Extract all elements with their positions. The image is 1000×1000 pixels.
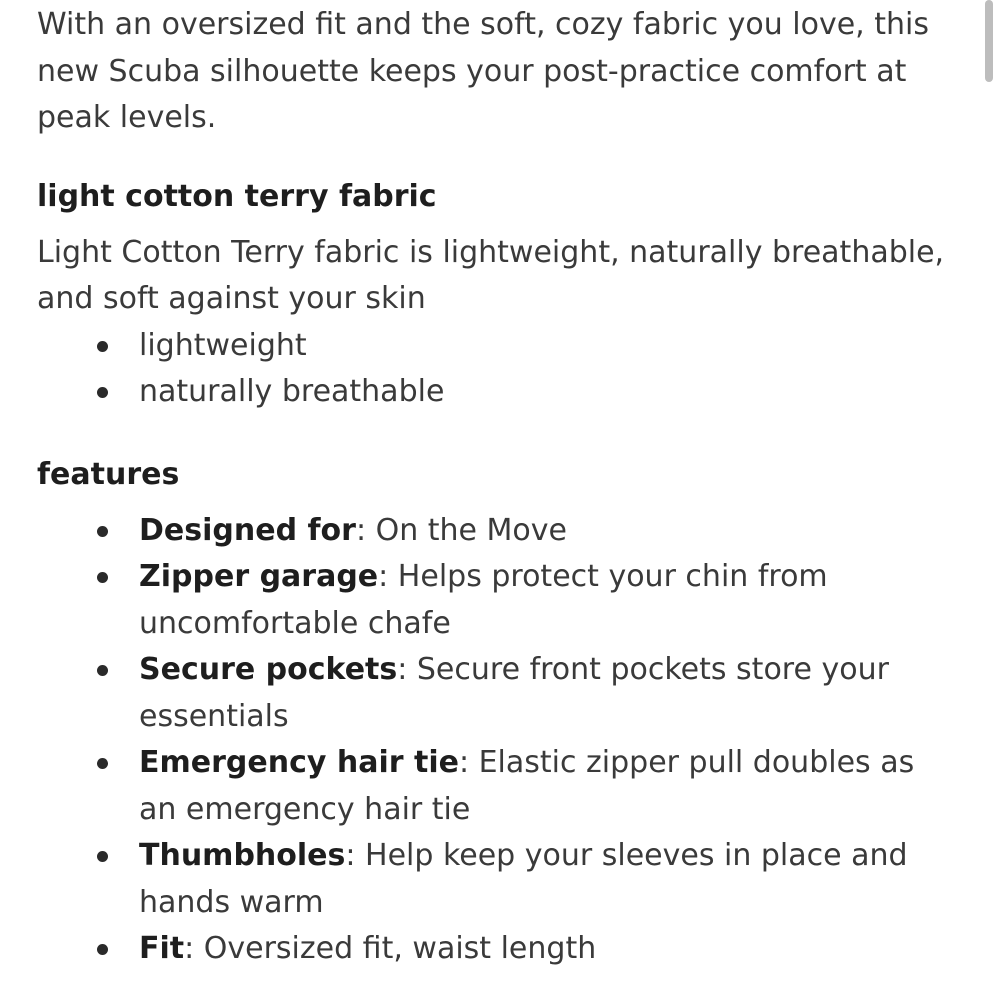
bullet-icon: [97, 665, 108, 676]
fabric-bullet-list: [37, 323, 957, 416]
feature-item-zipper-garage: [37, 554, 957, 647]
feature-label: Secure pockets: [139, 652, 398, 687]
product-intro-text: With an oversized fit and the soft, cozy fabric you love, this new Scuba silhouette keeps your post-practice comfort at peak levels.: [37, 7, 929, 135]
feature-label: Emergency hair tie: [139, 745, 459, 780]
bullet-icon: [97, 387, 108, 398]
bullet-icon: [97, 572, 108, 583]
features-list: [37, 508, 957, 973]
bullet-icon: [97, 944, 108, 955]
fabric-heading: light cotton terry fabric: [37, 178, 437, 214]
feature-item-fit: [37, 926, 957, 973]
feature-item-designed-for: [37, 508, 957, 555]
list-item: [37, 369, 957, 416]
feature-label: Designed for: [139, 512, 356, 548]
fabric-description: Light Cotton Terry fabric is lightweight, naturally breathable, and soft against your skin: [37, 234, 945, 316]
scrollbar-thumb[interactable]: [985, 0, 993, 82]
feature-text: : Elastic zipper pull doubles as an emergency hair tie: [139, 745, 915, 827]
feature-text: : Helps protect your chin from uncomfortable chafe: [139, 559, 828, 641]
product-details: [37, 0, 957, 973]
feature-text: : Secure front pockets store your essentials: [139, 652, 889, 734]
feature-label: Zipper garage: [139, 559, 379, 594]
feature-item-secure-pockets: [37, 647, 957, 740]
fabric-bullet-text: lightweight: [139, 327, 307, 363]
feature-item-thumbholes: [37, 833, 957, 926]
bullet-icon: [97, 851, 108, 862]
feature-text: : Oversized fit, waist length: [184, 931, 597, 966]
list-item: [37, 323, 957, 370]
bullet-icon: [97, 758, 108, 769]
features-heading: features: [37, 456, 180, 492]
feature-item-emergency-hair-tie: [37, 740, 957, 833]
feature-label: Thumbholes: [139, 838, 346, 873]
feature-label: Fit: [139, 931, 185, 966]
bullet-icon: [97, 341, 108, 352]
fabric-bullet-text: naturally breathable: [139, 374, 445, 409]
bullet-icon: [97, 526, 108, 537]
feature-text: : Help keep your sleeves in place and hands warm: [139, 838, 908, 920]
feature-text: : On the Move: [355, 512, 567, 548]
